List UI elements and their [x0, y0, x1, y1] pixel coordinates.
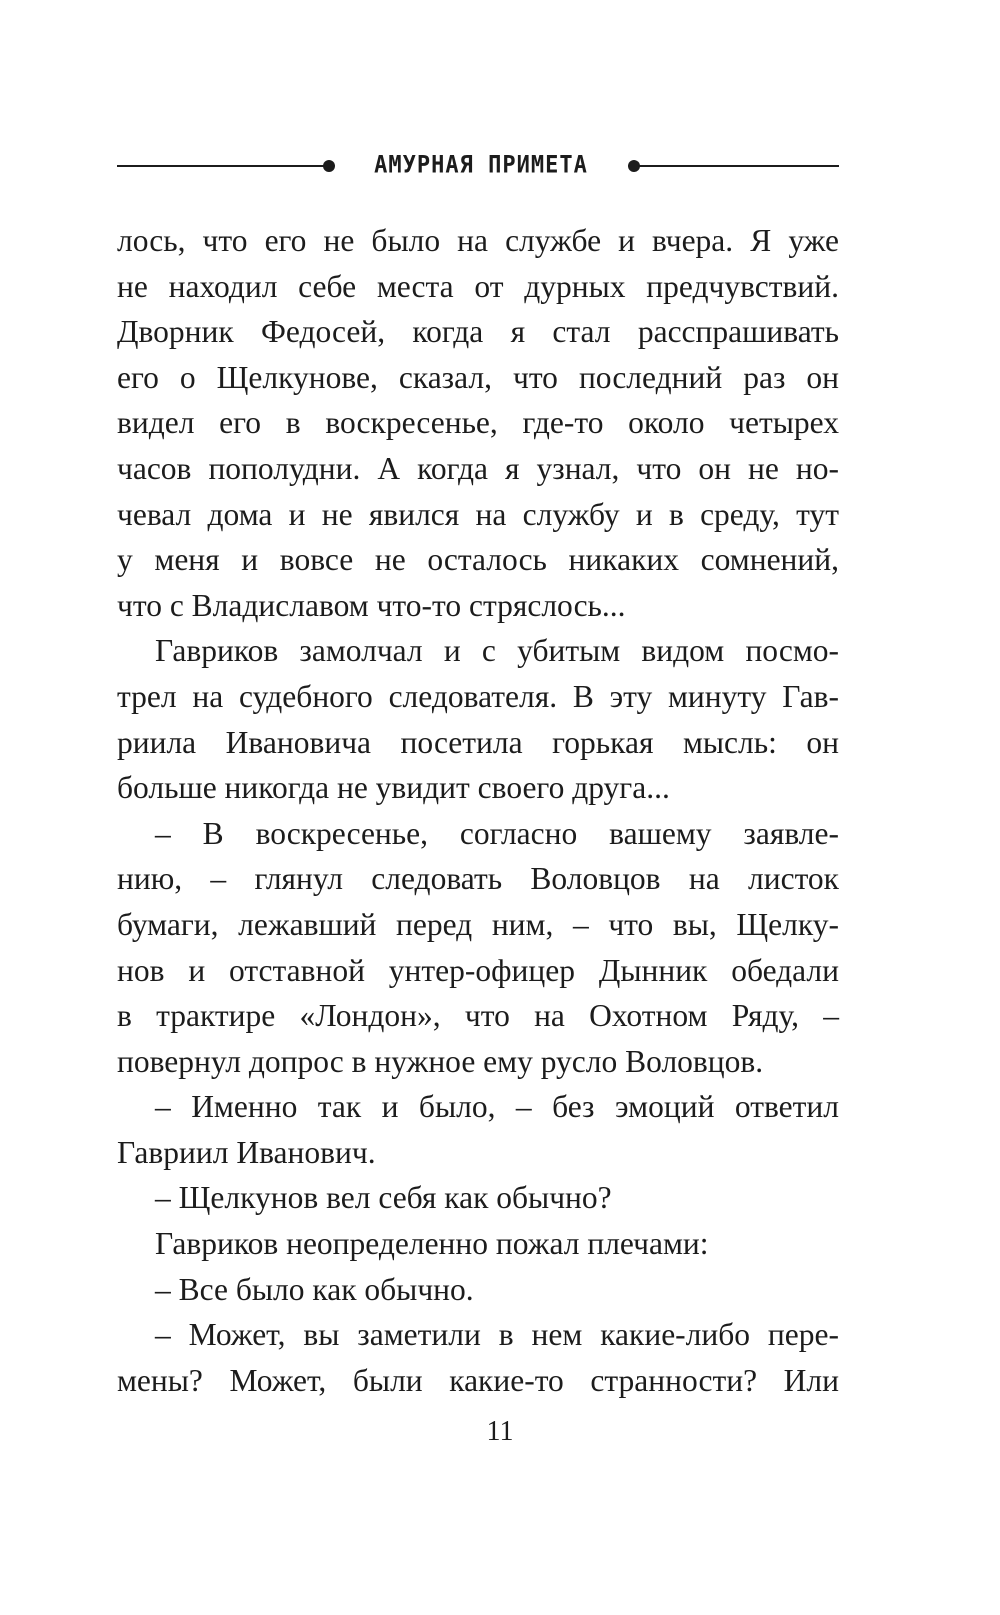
page-number: 11	[486, 1416, 514, 1447]
text-line: Гавриил Иванович.	[117, 1134, 376, 1170]
text-line: чевал дома и не явился на службу и в среду, тут	[117, 496, 839, 532]
text-line: – Все было как обычно.	[155, 1271, 474, 1307]
text-line: нию, – глянул следовать Воловцов на листок	[117, 861, 839, 897]
running-header	[117, 148, 839, 184]
text-line: трел на судебного следователя. В эту минуту Гав-	[117, 678, 839, 714]
text-line: бумаги, лежавший перед ним, – что вы, Щелку-	[117, 906, 839, 942]
text-line: у меня и вовсе не осталось никаких сомнений,	[117, 542, 839, 578]
text-line: – Щелкунов вел себя как обычно?	[155, 1180, 612, 1216]
header-rule-left	[117, 165, 328, 167]
text-line: в трактире «Лондон», что на Охотном Ряду, –	[117, 998, 839, 1034]
text-line: его о Щелкунове, сказал, что последний раз он	[117, 359, 839, 395]
text-line: – Именно так и было, – без эмоций ответил	[155, 1089, 839, 1125]
text-line: не находил себе места от дурных предчувствий.	[117, 268, 839, 304]
text-line: видел его в воскресенье, где-то около четырех	[117, 405, 839, 441]
text-line: больше никогда не увидит своего друга...	[117, 770, 670, 806]
text-line: мены? Может, были какие-то странности? Или	[117, 1362, 839, 1398]
text-line: нов и отставной унтер-офицер Дынник обедали	[117, 952, 839, 988]
header-ornament-dot-left	[323, 160, 335, 172]
text-line: Дворник Федосей, когда я стал расспрашивать	[117, 314, 839, 350]
text-line: что с Владиславом что-то стряслось...	[117, 587, 626, 623]
running-header-title: АМУРНАЯ ПРИМЕТА	[374, 151, 588, 180]
header-rule-right	[636, 165, 839, 167]
text-line: повернул допрос в нужное ему русло Воловцов.	[117, 1043, 764, 1079]
text-line: часов пополудни. А когда я узнал, что он не но-	[117, 450, 839, 486]
text-line: риила Ивановича посетила горькая мысль: он	[117, 724, 839, 760]
text-line: лось, что его не было на службе и вчера. Я уже	[117, 223, 839, 258]
text-line: – В воскресенье, согласно вашему заявле-	[155, 815, 839, 851]
body-text	[117, 218, 839, 1403]
text-line: Гавриков замолчал и с убитым видом посмо-	[155, 633, 839, 669]
text-line: Гавриков неопределенно пожал плечами:	[155, 1226, 709, 1262]
text-line: – Может, вы заметили в нем какие-либо пере-	[155, 1317, 839, 1353]
